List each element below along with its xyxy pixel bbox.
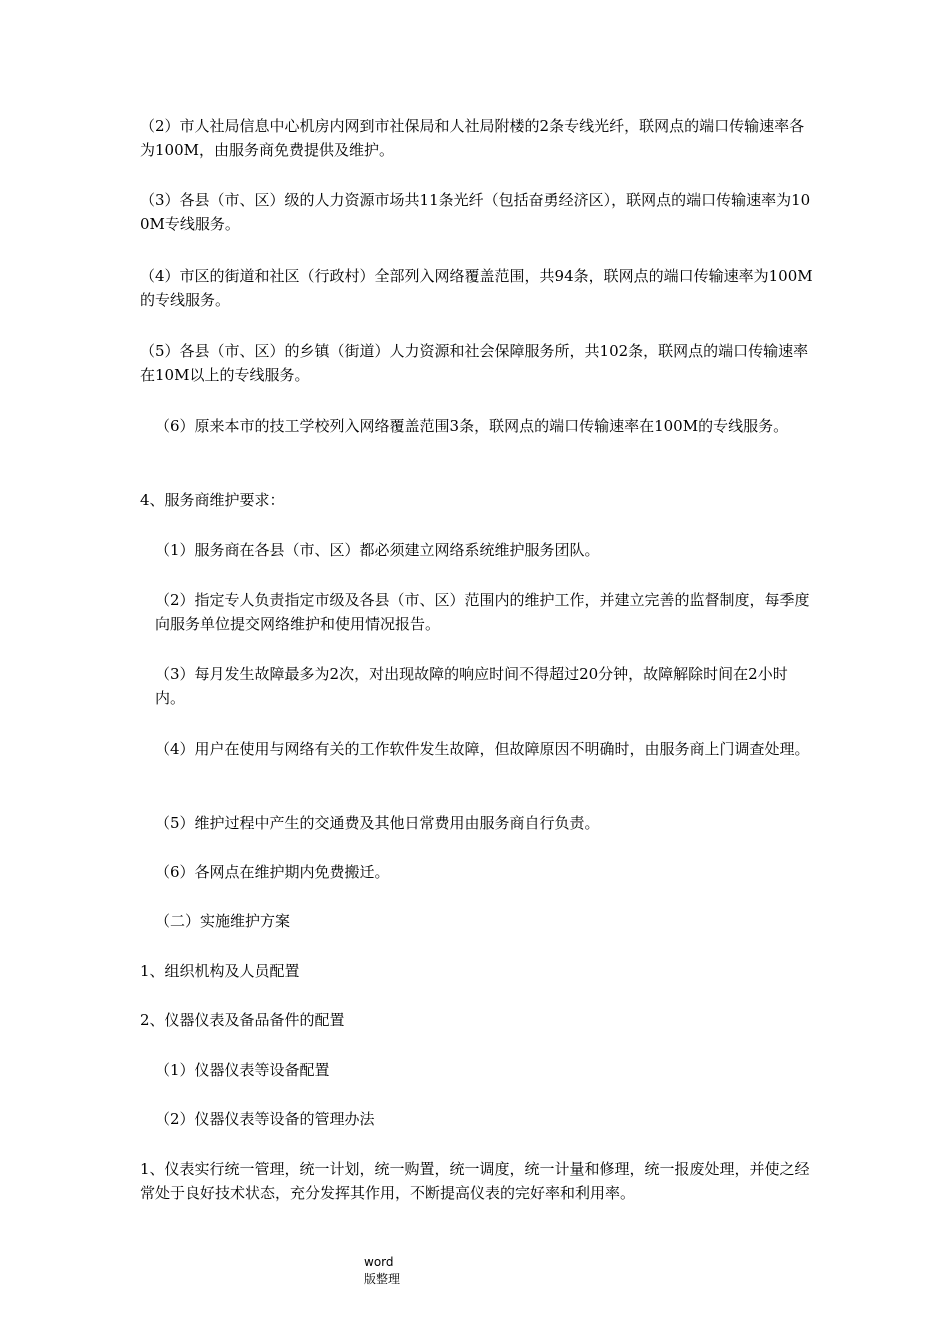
section-heading-instruments: 2、仪器仪表及备品备件的配置 bbox=[140, 1011, 345, 1029]
paragraph-technical-school: （6）原来本市的技工学校列入网络覆盖范围3条，联网点的端口传输速率在100M的专线服务。 bbox=[155, 417, 789, 435]
paragraph-travel-costs: （5）维护过程中产生的交通费及其他日常费用由服务商自行负责。 bbox=[155, 814, 600, 832]
section-heading-implementation-plan: （二）实施维护方案 bbox=[155, 912, 291, 930]
subheading-instrument-management: （2）仪器仪表等设备的管理办法 bbox=[155, 1110, 375, 1128]
paragraph-software-fault: （4）用户在使用与网络有关的工作软件发生故障，但故障原因不明确时，由服务商上门调查处理。 bbox=[155, 740, 810, 758]
paragraph-maintenance-team: （1）服务商在各县（市、区）都必须建立网络系统维护服务团队。 bbox=[155, 541, 600, 559]
paragraph-fault-response: （3）每月发生故障最多为2次，对出现故障的响应时间不得超过20分钟，故障解除时间在2小时内。 bbox=[155, 665, 788, 707]
footer-word-label: word bbox=[364, 1255, 394, 1269]
subheading-instrument-configuration: （1）仪器仪表等设备配置 bbox=[155, 1061, 330, 1079]
section-heading-maintenance-requirements: 4、服务商维护要求： bbox=[140, 491, 285, 509]
paragraph-township-service: （5）各县（市、区）的乡镇（街道）人力资源和社会保障服务所，共102条，联网点的端口传输速率在10M以上的专线服务。 bbox=[140, 342, 809, 384]
section-heading-organization: 1、组织机构及人员配置 bbox=[140, 962, 300, 980]
paragraph-hr-market-fiber: （3）各县（市、区）级的人力资源市场共11条光纤（包括奋勇经济区），联网点的端口传输速率为100M专线服务。 bbox=[140, 191, 811, 233]
footer-edition-label: 版整理 bbox=[364, 1272, 401, 1286]
paragraph-fiber-lines-bureau: （2）市人社局信息中心机房内网到市社保局和人社局附楼的2条专线光纤，联网点的端口传输速率各为100M，由服务商免费提供及维护。 bbox=[140, 117, 805, 159]
paragraph-free-relocation: （6）各网点在维护期内免费搬迁。 bbox=[155, 863, 390, 881]
paragraph-unified-management: 1、仪表实行统一管理，统一计划，统一购置，统一调度，统一计量和修理，统一报废处理，并使之经常处于良好技术状态，充分发挥其作用，不断提高仪表的完好率和利用率。 bbox=[140, 1160, 810, 1202]
paragraph-street-community: （4）市区的街道和社区（行政村）全部列入网络覆盖范围，共94条，联网点的端口传输速率为100M的专线服务。 bbox=[140, 267, 813, 309]
paragraph-dedicated-staff: （2）指定专人负责指定市级及各县（市、区）范围内的维护工作，并建立完善的监督制度，每季度向服务单位提交网络维护和使用情况报告。 bbox=[155, 591, 810, 633]
